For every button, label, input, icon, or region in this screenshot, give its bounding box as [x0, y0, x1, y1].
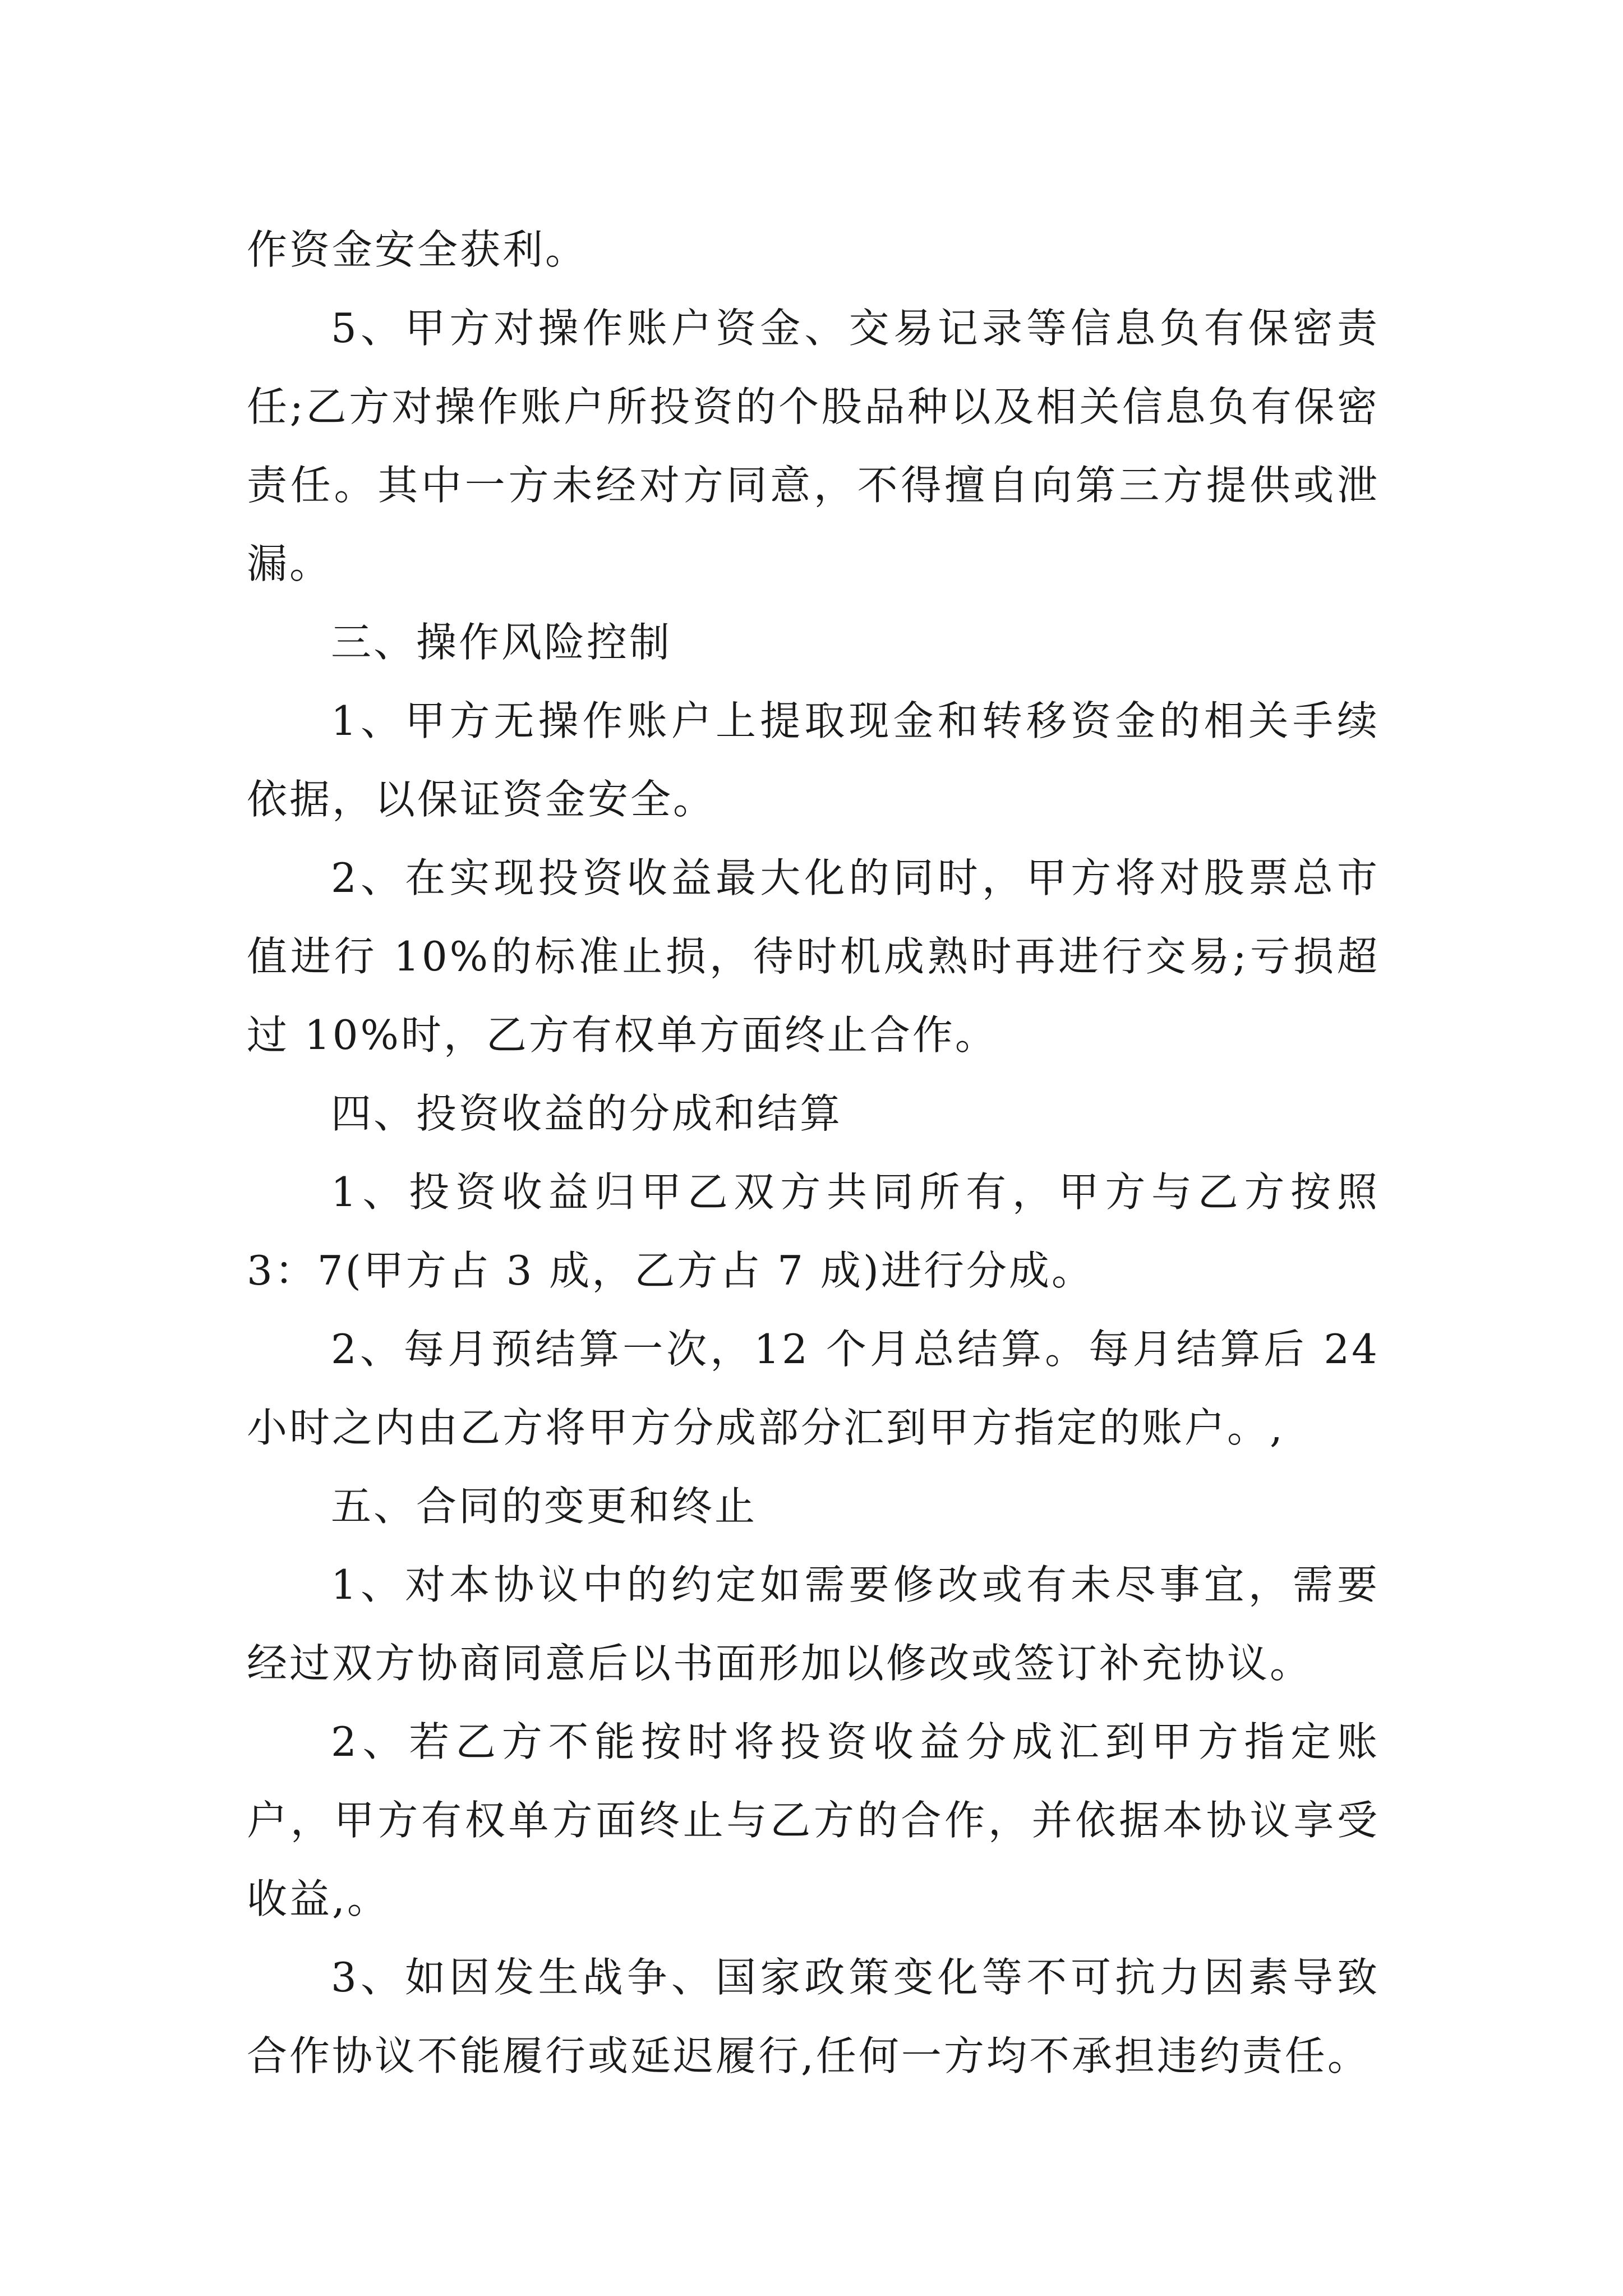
section-heading-profit-sharing: 四、投资收益的分成和结算 [331, 1090, 843, 1137]
paragraph-risk-2: 2、在实现投资收益最大化的同时，甲方将对股票总市值进行 10%的标准止损，待时机成熟时再进行交易;亏损超过 10%时，乙方有权单方面终止合作。 [247, 854, 1380, 1059]
section-heading-risk-control: 三、操作风险控制 [331, 619, 672, 666]
paragraph-profit-1: 1、投资收益归甲乙双方共同所有，甲方与乙方按照 3：7(甲方占 3 成，乙方占 7 成)进行分成。 [247, 1168, 1380, 1294]
paragraph-continuation: 作资金安全获利。 [247, 226, 588, 273]
paragraph-change-2: 2、若乙方不能按时将投资收益分成汇到甲方指定账户，甲方有权单方面终止与乙方的合作，并依据本协议享受收益,。 [247, 1718, 1380, 1922]
document-body [247, 210, 1380, 2095]
paragraph-risk-1: 1、甲方无操作账户上提取现金和转移资金的相关手续依据，以保证资金安全。 [247, 697, 1380, 823]
paragraph-confidentiality: 5、甲方对操作账户资金、交易记录等信息负有保密责任;乙方对操作账户所投资的个股品种以及相关信息负有保密责任。其中一方未经对方同意，不得擅自向第三方提供或泄漏。 [247, 305, 1380, 587]
section-heading-contract-change: 五、合同的变更和终止 [331, 1483, 758, 1530]
paragraph-change-1: 1、对本协议中的约定如需要修改或有未尽事宜，需要经过双方协商同意后以书面形加以修改或签订补充协议。 [247, 1561, 1380, 1687]
paragraph-change-3: 3、如因发生战争、国家政策变化等不可抗力因素导致合作协议不能履行或延迟履行,任何一方均不承担违约责任。 [247, 1954, 1380, 2079]
paragraph-profit-2: 2、每月预结算一次，12 个月总结算。每月结算后 24 小时之内由乙方将甲方分成部分汇到甲方指定的账户。, [247, 1326, 1380, 1451]
